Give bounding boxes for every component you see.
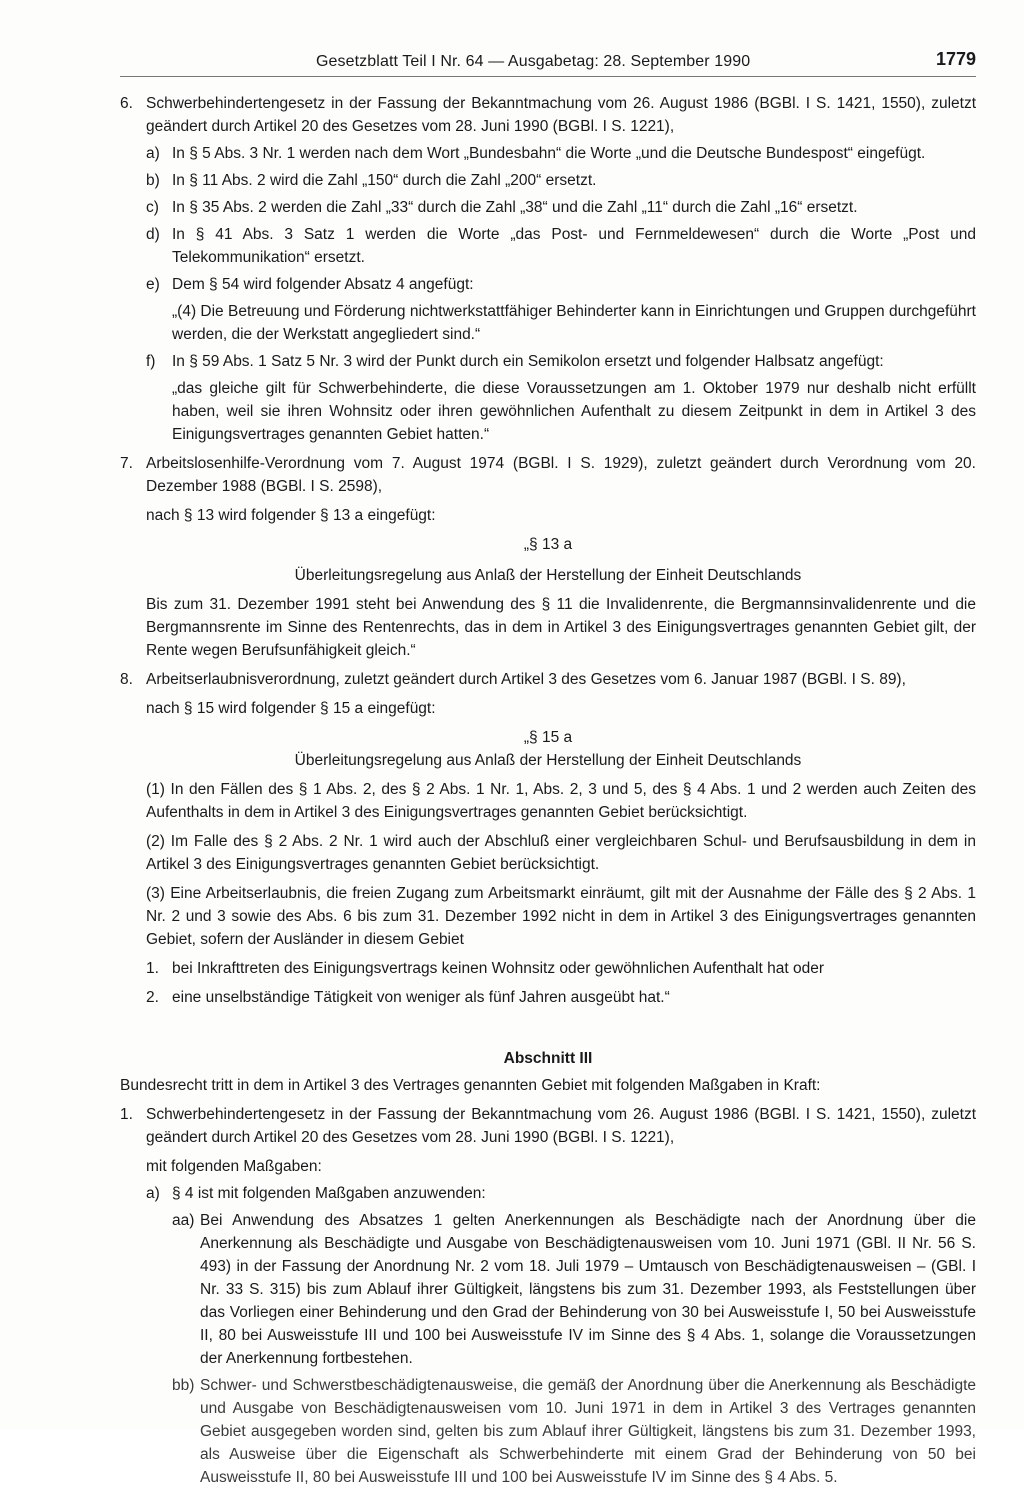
section-heading: Abschnitt III xyxy=(503,1050,593,1067)
item-7-intro: nach § 13 wird folgender § 13 a eingefügt: xyxy=(146,507,436,524)
item-8-intro: nach § 15 wird folgender § 15 a eingefügt: xyxy=(146,700,436,717)
item-7 xyxy=(120,452,976,498)
quote-f: „das gleiche gilt für Schwerbehinderte, die diese Voraussetzungen am 1. Oktober 1979 nur deshalb nicht erfüllt haben, weil sie ihren Wohnsitz oder ihren gewöhnlichen Aufenthalt zu diesem Zeitpunkt in dem in Artikel 3 des Einigungsvertrages genannten Gebiet hatten.“ xyxy=(172,380,976,443)
sub-text: In § 59 Abs. 1 Satz 5 Nr. 3 wird der Punkt durch ein Semikolon ersetzt und folgender Halbsatz angefügt: xyxy=(172,353,884,370)
section-item-1-sub-a xyxy=(120,1182,976,1205)
sub-label: f) xyxy=(146,353,156,370)
item-text: Arbeitserlaubnisverordnung, zuletzt geändert durch Artikel 3 des Gesetzes vom 6. Januar 1987 (BGBl. I S. 89), xyxy=(146,671,906,688)
item-text: Arbeitslosenhilfe-Verordnung vom 7. August 1974 (BGBl. I S. 1929), zuletzt geändert durch Verordnung vom 20. Dezember 1988 (BGBl. I S. 2598), xyxy=(146,455,976,495)
item-6-sub-a xyxy=(120,142,976,165)
sub-label: a) xyxy=(146,145,160,162)
item-number: 6. xyxy=(120,95,133,112)
section-item-1-bb xyxy=(120,1374,976,1489)
paragraph-15a-abs-1: (1) In den Fällen des § 1 Abs. 2, des § 2 Abs. 1 Nr. 1, Abs. 2, 3 und 5, des § 4 Abs. 1 und 2 werden auch Zeiten des Aufenthalts in dem in Artikel 3 des Einigungsvertrages genannten Gebiet berücksichtigt. xyxy=(146,781,976,821)
section-intro: Bundesrecht tritt in dem in Artikel 3 des Vertrages genannten Gebiet mit folgenden Maßgaben in Kraft: xyxy=(120,1077,821,1094)
paragraph-15a-abs-2: (2) Im Falle des § 2 Abs. 2 Nr. 1 wird auch der Abschluß einer vergleichbaren Schul- und Berufsausbildung in dem in Artikel 3 des Einigungsvertrages genannten Gebiet berücksichtigt. xyxy=(146,833,976,873)
list-text: eine unselbständige Tätigkeit von weniger als fünf Jahren ausgeübt hat.“ xyxy=(172,989,670,1006)
paragraph-15a-abs-3: (3) Eine Arbeitserlaubnis, die freien Zugang zum Arbeitsmarkt einräumt, gilt mit der Ausnahme der Fälle des § 2 Abs. 1 Nr. 2 und 3 sowie des Abs. 6 bis zum 31. Dezember 1992 nicht in dem in Artikel 3 des Einigungsvertrages genannten Gebiet, sofern der Ausländer in diesem Gebiet xyxy=(146,885,976,948)
item-number: 1. xyxy=(120,1106,133,1123)
document-body xyxy=(120,92,976,1489)
sub-label: aa) xyxy=(172,1212,195,1229)
section-item-1-intro: mit folgenden Maßgaben: xyxy=(146,1158,322,1175)
paragraph-13a-title: „§ 13 a xyxy=(523,536,573,553)
item-6-sub-b xyxy=(120,169,976,192)
sub-text: In § 41 Abs. 3 Satz 1 werden die Worte „das Post- und Fernmeldewesen“ durch die Worte „Post und Telekommunikation“ ersetzt. xyxy=(172,226,976,266)
sub-label: a) xyxy=(146,1185,160,1202)
sub-label: bb) xyxy=(172,1377,195,1394)
sub-label: e) xyxy=(146,276,160,293)
sub-label: c) xyxy=(146,199,159,216)
paragraph-13a-text: Bis zum 31. Dezember 1991 steht bei Anwendung des § 11 die Invalidenrente, die Bergmannsinvalidenrente und die Bergmannsrente im Sinne des Rentenrechts, das in dem in Artikel 3 des Einigungsvertrages genannten Gebiet gilt, der Rente wegen Berufsunfähigkeit gleich.“ xyxy=(146,596,976,659)
sub-text: Schwer- und Schwerstbeschädigtenausweise, die gemäß der Anordnung über die Anerkennung als Beschädigte und Ausgabe von Beschädigtenausweisen vom 10. Juni 1971 in dem in Artikel 3 des Vertrages genannten Gebiet ausgegeben worden sind, gelten bis zum Ablauf ihrer Gültigkeit, längstens bis zum 31. Dezember 1993, als Ausweise über die Eigenschaft als Schwerbehinderte mit einem Grad der Behinderung von 50 bei Ausweisstufe II, 80 bei Ausweisstufe III und 100 bei Ausweisstufe IV im Sinne des § 4 Abs. 5. xyxy=(200,1377,976,1486)
paragraph-15a-subtitle: Überleitungsregelung aus Anlaß der Herstellung der Einheit Deutschlands xyxy=(294,752,802,769)
sub-text: In § 5 Abs. 3 Nr. 1 werden nach dem Wort „Bundesbahn“ die Worte „und die Deutsche Bundespost“ eingefügt. xyxy=(172,145,926,162)
item-6-sub-c xyxy=(120,196,976,219)
item-text: Schwerbehindertengesetz in der Fassung der Bekanntmachung vom 26. August 1986 (BGBl. I S. 1421, 1550), zuletzt geändert durch Artikel 20 des Gesetzes vom 28. Juni 1990 (BGBl. I S. 1221), xyxy=(146,95,976,135)
item-8 xyxy=(120,668,976,691)
list-item-2 xyxy=(120,986,976,1009)
page-header xyxy=(120,48,976,74)
section-item-1-aa xyxy=(120,1209,976,1370)
item-6-sub-f xyxy=(120,350,976,373)
sub-label: d) xyxy=(146,226,160,243)
sub-text: In § 11 Abs. 2 wird die Zahl „150“ durch die Zahl „200“ ersetzt. xyxy=(172,172,597,189)
sub-label: b) xyxy=(146,172,160,189)
header-title: Gesetzblatt Teil I Nr. 64 — Ausgabetag: 28. September 1990 xyxy=(316,53,751,70)
quote-e: „(4) Die Betreuung und Förderung nichtwerkstattfähiger Behinderter kann in Einrichtungen und Gruppen durchgeführt werden, die der Werkstatt angegliedert sind.“ xyxy=(172,303,976,343)
item-number: 7. xyxy=(120,455,133,472)
list-text: bei Inkrafttreten des Einigungsvertrags keinen Wohnsitz oder gewöhnlichen Aufenthalt hat oder xyxy=(172,960,824,977)
sub-text: Dem § 54 wird folgender Absatz 4 angefügt: xyxy=(172,276,474,293)
item-6 xyxy=(120,92,976,138)
section-item-1 xyxy=(120,1103,976,1149)
page-number: 1779 xyxy=(935,49,976,69)
list-item-1 xyxy=(120,957,976,980)
paragraph-15a-title: „§ 15 a xyxy=(523,729,573,746)
paragraph-13a-subtitle: Überleitungsregelung aus Anlaß der Herstellung der Einheit Deutschlands xyxy=(294,567,802,584)
sub-text: Bei Anwendung des Absatzes 1 gelten Anerkennungen als Beschädigte nach der Anordnung über die Anerkennung als Beschädigte und Ausgabe von Beschädigtenausweisen vom 10. Juni 1971 (GBl. II Nr. 56 S. 493) in der Fassung der Anordnung Nr. 2 vom 18. Juli 1979 – Umtausch von Beschädigtenausweisen – (GBl. I Nr. 33 S. 315) bis zum Ablauf ihrer Gültigkeit, längstens bis zum 31. Dezember 1993, als Feststellungen über das Vorliegen einer Behinderung und den Grad der Behinderung von 30 bei Ausweisstufe I, 50 bei Ausweisstufe II, 80 bei Ausweisstufe III und 100 bei Ausweisstufe IV im Sinne des § 4 Abs. 1, solange die Voraussetzungen der Anerkennung fortbestehen. xyxy=(200,1212,976,1367)
item-6-sub-d xyxy=(120,223,976,269)
list-label: 1. xyxy=(146,960,159,977)
list-label: 2. xyxy=(146,989,159,1006)
item-6-sub-e xyxy=(120,273,976,296)
sub-text: § 4 ist mit folgenden Maßgaben anzuwenden: xyxy=(172,1185,486,1202)
header-rule xyxy=(120,76,976,77)
item-number: 8. xyxy=(120,671,133,688)
sub-text: In § 35 Abs. 2 werden die Zahl „33“ durch die Zahl „38“ und die Zahl „11“ durch die Zahl „16“ ersetzt. xyxy=(172,199,858,216)
item-text: Schwerbehindertengesetz in der Fassung der Bekanntmachung vom 26. August 1986 (BGBl. I S. 1421, 1550), zuletzt geändert durch Artikel 20 des Gesetzes vom 28. Juni 1990 (BGBl. I S. 1221), xyxy=(146,1106,976,1146)
